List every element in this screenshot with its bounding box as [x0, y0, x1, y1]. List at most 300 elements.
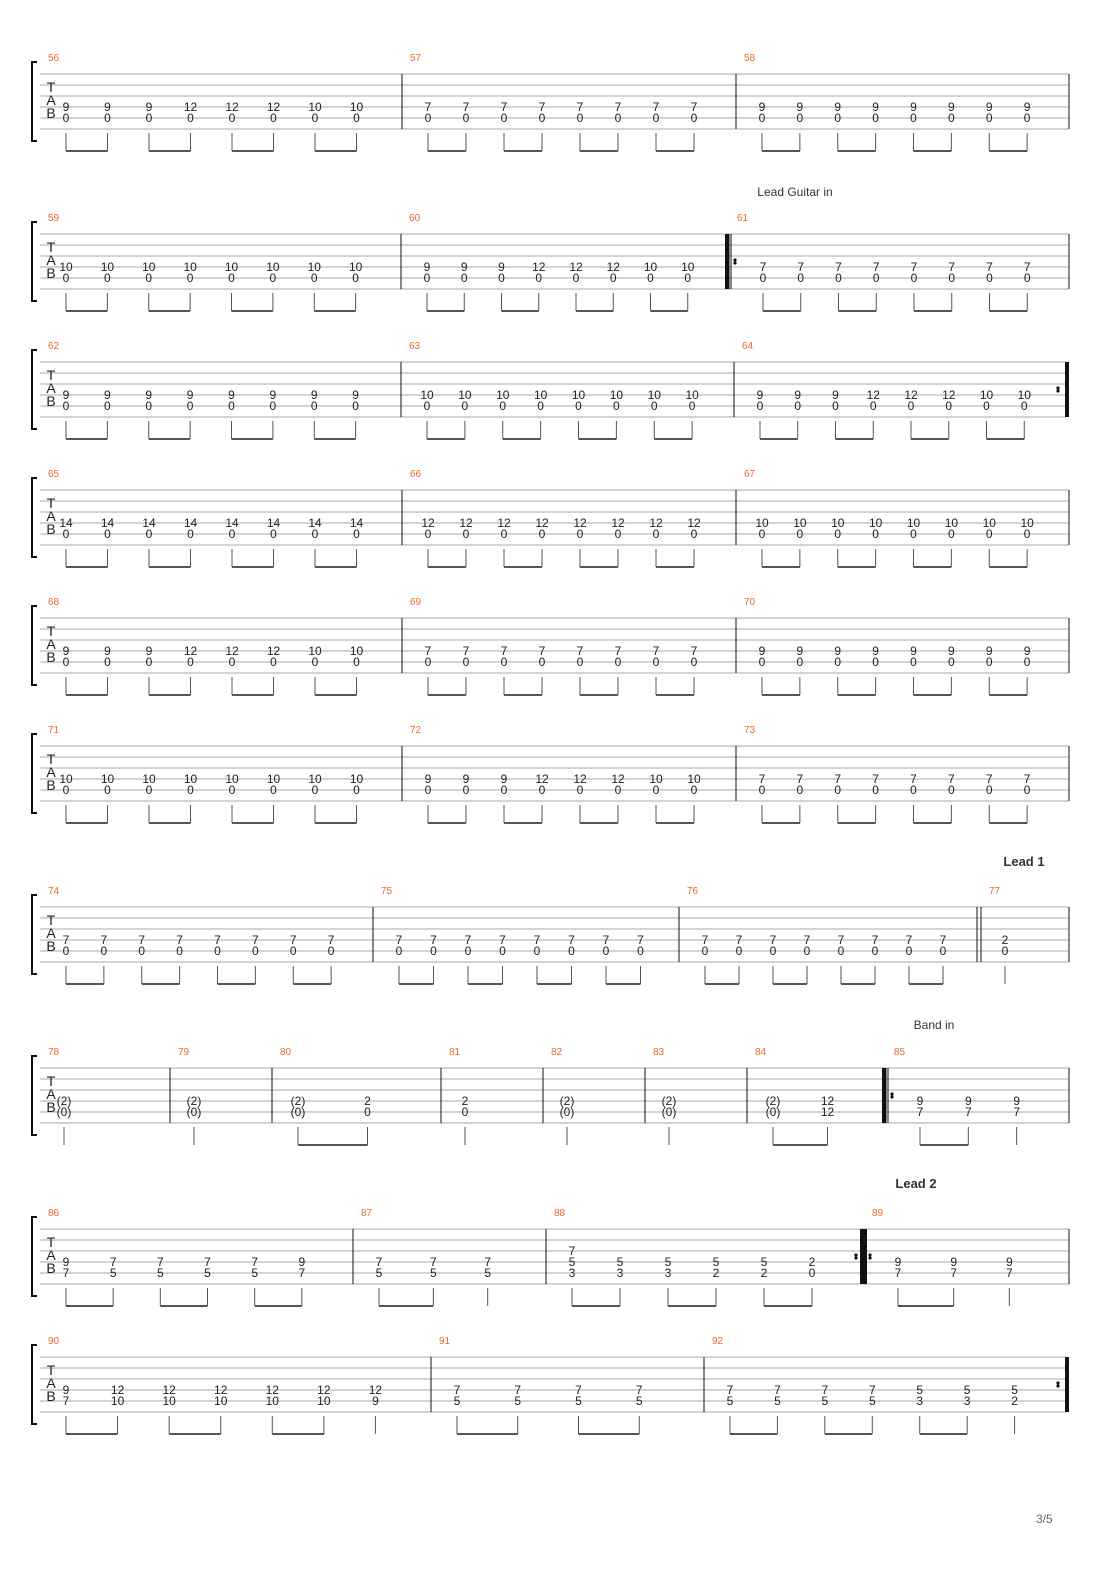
tab-clef-letter: B: [46, 649, 56, 665]
fret-number: 5: [963, 1383, 971, 1397]
fret-number: 0: [948, 527, 955, 541]
fret-number: 9: [910, 644, 917, 658]
measure-number: 74: [48, 886, 60, 897]
fret-number: 0: [104, 399, 111, 413]
fret-number: 7: [758, 772, 766, 786]
fret-number: 12: [214, 1383, 228, 1397]
fret-number: 7: [834, 772, 842, 786]
fret-number: 14: [266, 516, 281, 530]
fret-number: 7: [821, 1383, 829, 1397]
staff-system: [32, 469, 1069, 567]
fret-number: 12: [421, 516, 435, 530]
fret-number: 7: [652, 100, 660, 114]
fret-number: 0: [310, 399, 318, 413]
fret-number: 9: [145, 100, 153, 114]
staff-system: [32, 1176, 1069, 1306]
tab-clef-letter: B: [46, 265, 56, 281]
measure-number: 76: [687, 886, 699, 897]
fret-number: 7: [652, 644, 660, 658]
fret-number: 0: [538, 655, 546, 669]
fret-number: 5: [868, 1394, 876, 1408]
fret-number: 10: [266, 260, 280, 274]
measure-number: 71: [48, 725, 60, 736]
fret-number: 0: [690, 783, 698, 797]
fret-number: (0): [559, 1105, 575, 1119]
fret-number: 0: [269, 271, 277, 285]
fret-number: 0: [1023, 271, 1031, 285]
fret-number: 0: [688, 399, 696, 413]
fret-number: 0: [270, 655, 277, 669]
staff-system: [32, 1018, 1069, 1145]
fret-number: 0: [614, 527, 622, 541]
fret-number: 9: [104, 644, 111, 658]
fret-number: 0: [872, 783, 879, 797]
fret-number: 9: [104, 100, 111, 114]
fret-number: 12: [904, 388, 918, 402]
fret-number: 7: [576, 100, 584, 114]
fret-number: 7: [375, 1255, 383, 1269]
fret-number: 9: [910, 100, 917, 114]
fret-number: 0: [228, 527, 236, 541]
fret-number: 7: [568, 933, 575, 947]
fret-number: 2: [712, 1266, 720, 1280]
tab-clef-letter: A: [46, 252, 56, 268]
measure-number: 73: [744, 725, 756, 736]
fret-number: 0: [187, 111, 194, 125]
fret-number: 7: [614, 100, 622, 114]
staff-system: [32, 341, 1069, 439]
fret-number: 12: [225, 100, 239, 114]
fret-number: 12: [611, 516, 625, 530]
fret-number: 5: [156, 1266, 164, 1280]
fret-number: 10: [162, 1394, 176, 1408]
fret-number: 7: [735, 933, 743, 947]
fret-number: 7: [1023, 260, 1031, 274]
fret-number: 10: [685, 388, 699, 402]
measure-number: 75: [381, 886, 393, 897]
fret-number: 0: [869, 399, 877, 413]
fret-number: 10: [982, 516, 996, 530]
fret-number: 9: [985, 100, 993, 114]
fret-number: 7: [62, 1266, 70, 1280]
fret-number: 7: [430, 933, 437, 947]
fret-number: 0: [353, 783, 360, 797]
fret-number: 5: [484, 1266, 492, 1280]
fret-number: 5: [664, 1255, 672, 1269]
fret-number: 7: [894, 1266, 902, 1280]
fret-number: 0: [461, 1105, 469, 1119]
measure-number: 60: [409, 213, 421, 224]
fret-number: 9: [872, 100, 879, 114]
fret-number: 7: [156, 1255, 164, 1269]
measure-number: 61: [737, 213, 749, 224]
fret-number: 7: [837, 933, 845, 947]
fret-number: 9: [1023, 100, 1031, 114]
fret-number: 7: [797, 260, 805, 274]
fret-number: 9: [62, 100, 70, 114]
fret-number: 0: [353, 111, 360, 125]
tab-clef-letter: T: [46, 367, 56, 383]
fret-number: 10: [110, 1394, 125, 1408]
fret-number: 0: [138, 944, 146, 958]
fret-number: 12: [569, 260, 583, 274]
fret-number: 0: [756, 399, 764, 413]
fret-number: 0: [905, 944, 913, 958]
repeat-start-thick-bar: [860, 1229, 864, 1284]
fret-number: 0: [500, 655, 508, 669]
fret-number: 0: [462, 655, 470, 669]
fret-number: (2): [290, 1094, 306, 1108]
fret-number: 0: [500, 783, 508, 797]
system-bracket: [32, 1056, 37, 1135]
measure-number: 85: [894, 1047, 906, 1058]
fret-number: 0: [769, 944, 777, 958]
fret-number: 0: [759, 271, 767, 285]
fret-number: 0: [690, 655, 698, 669]
fret-number: 0: [62, 399, 70, 413]
fret-number: 0: [62, 111, 70, 125]
fret-number: 0: [352, 271, 359, 285]
fret-number: 10: [59, 772, 73, 786]
fret-number: (2): [186, 1094, 202, 1108]
fret-number: 0: [423, 399, 431, 413]
fret-number: 0: [145, 111, 153, 125]
fret-number: 0: [176, 944, 183, 958]
fret-number: (2): [661, 1094, 677, 1108]
fret-number: 3: [664, 1266, 672, 1280]
fret-number: 9: [985, 644, 993, 658]
fret-number: 0: [327, 944, 335, 958]
fret-number: 0: [62, 655, 70, 669]
fret-number: 10: [183, 772, 198, 786]
fret-number: 0: [834, 655, 842, 669]
repeat-dot: [854, 1253, 857, 1256]
fret-number: 5: [760, 1255, 768, 1269]
tab-clef-letter: T: [46, 623, 56, 639]
fret-number: 0: [576, 527, 584, 541]
fret-number: 0: [535, 271, 543, 285]
fret-number: 7: [1023, 772, 1031, 786]
fret-number: 10: [755, 516, 769, 530]
fret-number: 0: [500, 111, 508, 125]
fret-number: 0: [1023, 527, 1031, 541]
fret-number: 5: [453, 1394, 461, 1408]
fret-number: 5: [568, 1255, 576, 1269]
fret-number: 9: [352, 388, 359, 402]
fret-number: 9: [1005, 1255, 1013, 1269]
fret-number: 0: [228, 655, 236, 669]
fret-number: 3: [568, 1266, 576, 1280]
fret-number: 9: [1013, 1094, 1021, 1108]
fret-number: 9: [498, 260, 505, 274]
fret-number: 0: [690, 527, 698, 541]
fret-number: 7: [916, 1105, 924, 1119]
repeat-dot: [890, 1092, 893, 1095]
fret-number: (2): [56, 1094, 72, 1108]
fret-number: 0: [499, 944, 506, 958]
fret-number: 10: [944, 516, 959, 530]
tab-clef-letter: A: [46, 1375, 56, 1391]
fret-number: 0: [500, 527, 508, 541]
fret-number: 7: [100, 933, 108, 947]
fret-number: 12: [183, 644, 198, 658]
fret-number: 7: [252, 933, 259, 947]
measure-number: 82: [551, 1047, 563, 1058]
fret-number: 7: [701, 933, 709, 947]
fret-number: 7: [462, 644, 470, 658]
fret-number: 10: [793, 516, 807, 530]
fret-number: 0: [423, 271, 431, 285]
fret-number: 10: [1020, 516, 1034, 530]
fret-number: 12: [265, 1383, 279, 1397]
measure-number: 59: [48, 213, 60, 224]
fret-number: 7: [769, 933, 777, 947]
system-bracket: [32, 478, 37, 557]
system-bracket: [32, 222, 37, 301]
fret-number: 0: [353, 527, 360, 541]
fret-number: 10: [308, 100, 322, 114]
tab-clef-letter: T: [46, 495, 56, 511]
repeat-start-thick-bar: [725, 234, 729, 289]
measure-number: 70: [744, 597, 756, 608]
fret-number: 0: [353, 655, 360, 669]
fret-number: 10: [609, 388, 624, 402]
fret-number: 7: [872, 772, 879, 786]
fret-number: 10: [348, 260, 363, 274]
fret-number: 0: [145, 399, 153, 413]
fret-number: 7: [176, 933, 183, 947]
measure-number: 83: [653, 1047, 665, 1058]
fret-number: 7: [948, 772, 955, 786]
fret-number: 10: [224, 260, 239, 274]
fret-number: 0: [986, 271, 993, 285]
fret-number: 9: [500, 772, 508, 786]
fret-number: 0: [461, 399, 469, 413]
measure-number: 79: [178, 1047, 190, 1058]
fret-number: 12: [266, 644, 281, 658]
fret-number: 9: [269, 388, 277, 402]
fret-number: 0: [910, 111, 917, 125]
measure-number: 64: [742, 341, 754, 352]
tab-clef-letter: A: [46, 764, 56, 780]
fret-number: 0: [613, 399, 620, 413]
fret-number: 10: [59, 260, 73, 274]
fret-number: 0: [269, 399, 277, 413]
measure-number: 80: [280, 1047, 292, 1058]
measure-number: 65: [48, 469, 60, 480]
fret-number: 9: [62, 1383, 70, 1397]
fret-number: 0: [104, 783, 111, 797]
fret-number: 7: [109, 1255, 117, 1269]
fret-number: 7: [803, 933, 811, 947]
fret-number: 12: [687, 516, 701, 530]
fret-number: 0: [614, 783, 622, 797]
fret-number: 12: [866, 388, 880, 402]
fret-number: 7: [905, 933, 913, 947]
fret-number: 10: [225, 772, 239, 786]
fret-number: 14: [59, 516, 73, 530]
measure-number: 67: [744, 469, 756, 480]
fret-number: 7: [759, 260, 767, 274]
tab-clef-letter: A: [46, 1086, 56, 1102]
fret-number: 0: [796, 783, 804, 797]
fret-number: 0: [576, 111, 584, 125]
fret-number: 0: [364, 1105, 371, 1119]
fret-number: 0: [872, 271, 880, 285]
fret-number: 9: [758, 644, 766, 658]
tab-clef-letter: A: [46, 380, 56, 396]
fret-number: 9: [794, 388, 802, 402]
fret-number: 7: [774, 1383, 781, 1397]
fret-number: 0: [214, 944, 221, 958]
fret-number: 9: [104, 388, 111, 402]
measure-number: 78: [48, 1047, 60, 1058]
fret-number: 2: [760, 1266, 768, 1280]
fret-number: 0: [797, 271, 805, 285]
tab-clef-letter: B: [46, 1099, 56, 1115]
fret-number: 0: [910, 655, 917, 669]
fret-number: 10: [142, 260, 156, 274]
fret-number: 7: [835, 260, 842, 274]
fret-number: 0: [311, 111, 319, 125]
fret-number: 5: [916, 1383, 924, 1397]
measure-number: 63: [409, 341, 421, 352]
measure-number: 69: [410, 597, 422, 608]
fret-number: 0: [228, 399, 235, 413]
fret-number: 12: [266, 100, 281, 114]
tab-clef-letter: A: [46, 925, 56, 941]
tab-clef-letter: B: [46, 393, 56, 409]
fret-number: 12: [611, 772, 625, 786]
staff-system: [32, 597, 1069, 695]
fret-number: 0: [498, 271, 505, 285]
fret-number: (0): [765, 1105, 781, 1119]
tab-clef-letter: T: [46, 1234, 56, 1250]
fret-number: 0: [939, 944, 947, 958]
fret-number: 7: [948, 260, 956, 274]
fret-number: 7: [985, 772, 993, 786]
fret-number: 0: [758, 527, 766, 541]
repeat-dot: [868, 1253, 871, 1256]
fret-number: 0: [289, 944, 297, 958]
fret-number: 0: [602, 944, 610, 958]
fret-number: (2): [765, 1094, 781, 1108]
fret-number: 9: [834, 100, 842, 114]
fret-number: 7: [614, 644, 622, 658]
fret-number: 0: [948, 111, 955, 125]
staff-system: [32, 1336, 1069, 1434]
fret-number: 5: [429, 1266, 437, 1280]
tab-clef-letter: T: [46, 751, 56, 767]
fret-number: 9: [423, 260, 431, 274]
fret-number: 0: [684, 271, 692, 285]
fret-number: 7: [568, 1244, 576, 1258]
fret-number: 10: [307, 260, 321, 274]
fret-number: 10: [100, 772, 115, 786]
fret-number: 0: [533, 944, 541, 958]
fret-number: 5: [774, 1394, 781, 1408]
fret-number: 10: [643, 260, 658, 274]
fret-number: 7: [964, 1105, 972, 1119]
fret-number: 10: [308, 772, 322, 786]
fret-number: 0: [652, 111, 660, 125]
fret-number: 5: [635, 1394, 643, 1408]
fret-number: 0: [145, 527, 153, 541]
tab-clef-letter: A: [46, 508, 56, 524]
fret-number: 12: [110, 1383, 125, 1397]
fret-number: 9: [796, 100, 804, 114]
fret-number: 0: [270, 111, 277, 125]
fret-number: 14: [225, 516, 239, 530]
fret-number: 0: [270, 527, 277, 541]
fret-number: 12: [820, 1105, 835, 1119]
fret-number: 0: [228, 271, 235, 285]
fret-number: 5: [375, 1266, 383, 1280]
fret-number: 0: [808, 1266, 816, 1280]
fret-number: 0: [1023, 655, 1031, 669]
fret-number: 0: [104, 527, 111, 541]
fret-number: 10: [100, 260, 115, 274]
measure-number: 90: [48, 1336, 60, 1347]
fret-number: 12: [225, 644, 239, 658]
fret-number: 9: [372, 1394, 379, 1408]
fret-number: 0: [614, 111, 622, 125]
fret-number: 10: [647, 388, 661, 402]
fret-number: 9: [62, 388, 70, 402]
fret-number: (0): [290, 1105, 306, 1119]
section-annotation: Band in: [913, 1018, 955, 1032]
tab-clef-letter: B: [46, 1388, 56, 1404]
fret-number: 7: [690, 100, 698, 114]
fret-number: 10: [183, 260, 197, 274]
fret-number: 0: [538, 111, 546, 125]
fret-number: 12: [497, 516, 511, 530]
fret-number: 7: [289, 933, 297, 947]
fret-number: 0: [424, 783, 432, 797]
fret-number: 9: [756, 388, 764, 402]
fret-number: 0: [270, 783, 277, 797]
fret-number: (0): [186, 1105, 202, 1119]
repeat-dot: [1056, 1384, 1059, 1387]
fret-number: 7: [327, 933, 335, 947]
fret-number: 5: [616, 1255, 624, 1269]
fret-number: 10: [687, 772, 701, 786]
fret-number: 10: [831, 516, 845, 530]
fret-number: 2: [808, 1255, 816, 1269]
fret-number: 7: [726, 1383, 734, 1397]
fret-number: 14: [308, 516, 322, 530]
fret-number: 10: [349, 100, 364, 114]
fret-number: 7: [251, 1255, 259, 1269]
fret-number: 7: [424, 100, 432, 114]
fret-number: 7: [910, 772, 917, 786]
fret-number: 0: [652, 527, 660, 541]
fret-number: 0: [499, 399, 507, 413]
fret-number: 5: [1011, 1383, 1018, 1397]
fret-number: 0: [100, 944, 108, 958]
fret-number: 0: [609, 271, 617, 285]
fret-number: 0: [424, 527, 432, 541]
fret-number: 7: [500, 100, 508, 114]
fret-number: 2: [1011, 1394, 1018, 1408]
fret-number: 0: [62, 527, 70, 541]
section-annotation: Lead Guitar in: [757, 185, 833, 199]
fret-number: 0: [872, 111, 879, 125]
fret-number: 0: [424, 655, 432, 669]
fret-number: 10: [214, 1394, 228, 1408]
fret-number: 7: [533, 933, 541, 947]
fret-number: 10: [349, 644, 364, 658]
